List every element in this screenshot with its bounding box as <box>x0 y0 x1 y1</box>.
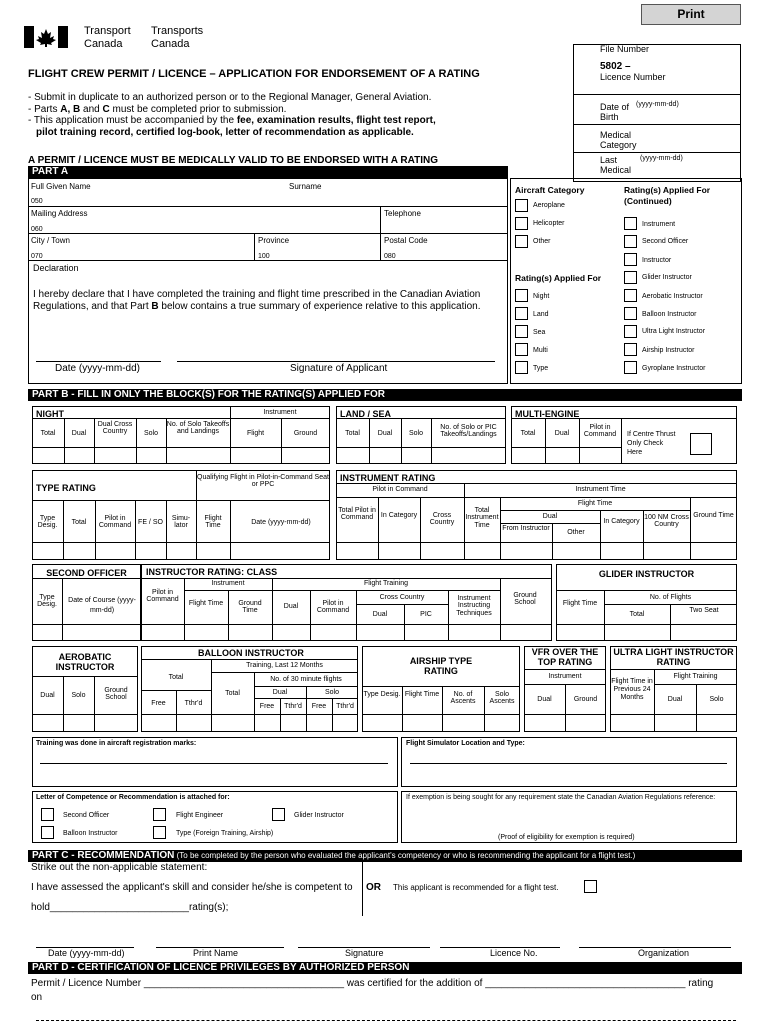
instruction-line: pilot training record, certified log-book, letter of recommendation as applicable. <box>36 126 414 138</box>
checkbox-helicopter[interactable] <box>515 217 528 230</box>
col-header: Total <box>71 519 87 526</box>
canada-flag-icon <box>24 26 68 48</box>
col-header: No. of 30 minute flights <box>270 676 342 683</box>
applicant-signature-label: Signature of Applicant <box>290 363 388 374</box>
checkbox-label: Glider Instructor <box>642 274 692 281</box>
col-header: Solo <box>408 430 423 437</box>
medical-category-label: Medical Category <box>600 130 637 150</box>
text: I hereby declare that I have completed the training and flight time prescribed in the Canadian Aviation Regulations, and that Part <box>33 289 481 312</box>
col-header: Dual Cross Country <box>97 421 133 436</box>
exemption-proof: (Proof of eligibility for exemption is required) <box>498 834 635 841</box>
flight-training-label: Flight Training <box>364 580 408 587</box>
checkbox-airship-instructor[interactable] <box>624 343 637 356</box>
col-header: In Category <box>380 512 418 519</box>
text: below contains a true summary of experience relative to this application. <box>158 301 481 312</box>
last-medical-format: (yyyy-mm-dd) <box>640 155 683 162</box>
col-header: Dual <box>372 611 388 618</box>
dob-label: Date of Birth <box>600 102 630 122</box>
code-060: 060 <box>31 226 43 233</box>
simulator-label: Flight Simulator Location and Type: <box>406 740 525 747</box>
checkbox-sea[interactable] <box>515 325 528 338</box>
cross-country-label: Cross Country <box>379 594 425 601</box>
checkbox-type[interactable] <box>515 361 528 374</box>
night-title: NIGHT <box>36 409 64 419</box>
strike-instruction: Strike out the non-applicable statement: <box>31 862 208 873</box>
col-header: Tthr'd <box>284 703 302 710</box>
centre-thrust-checkbox[interactable] <box>690 433 712 455</box>
checkbox-label: Aeroplane <box>533 202 565 209</box>
letter-label: Letter of Competence or Recommendation is attached for: <box>36 794 230 801</box>
file-number-label: File Number <box>600 44 650 54</box>
col-header: Flight Time <box>562 600 598 607</box>
col-header: Tthr'd <box>184 700 203 707</box>
pic-label: Pilot in Command <box>372 486 428 493</box>
checkbox-second-officer[interactable] <box>624 235 637 248</box>
checkbox-land[interactable] <box>515 307 528 320</box>
checkbox-ultralight-instructor[interactable] <box>624 325 637 338</box>
checkbox-recommended[interactable] <box>584 880 597 893</box>
checkbox-label: Balloon Instructor <box>642 311 697 318</box>
centre-thrust-label: If Centre Thrust Only Check Here <box>627 431 676 456</box>
recommender-name-label: Print Name <box>193 948 239 958</box>
col-header: Ground School <box>104 687 128 702</box>
instrument-time-label: Instrument Time <box>575 486 626 493</box>
text: and <box>80 103 103 115</box>
col-header: Flight <box>246 430 265 437</box>
checkbox-letter-glider-instructor[interactable] <box>272 808 285 821</box>
col-header: Solo <box>709 696 724 703</box>
col-header: Training, Last 12 Months <box>246 662 323 669</box>
aircraft-category-label: Aircraft Category <box>515 185 585 195</box>
checkbox-letter-flight-engineer[interactable] <box>153 808 166 821</box>
col-header: Solo <box>324 689 339 696</box>
hold-rating-line: hold_________________________rating(s); <box>31 902 229 913</box>
vfr-instrument-label: Instrument <box>548 673 582 680</box>
text: B <box>151 301 159 312</box>
text: fee, examination results, flight test report, <box>236 115 436 126</box>
training-marks-label: Training was done in aircraft registration marks: <box>36 740 197 747</box>
col-header: Total <box>520 430 536 437</box>
province-label: Province <box>258 236 290 245</box>
col-header: Tthr'd <box>336 703 354 710</box>
applicant-date-label: Date (yyyy-mm-dd) <box>55 363 141 374</box>
col-header: Solo <box>71 692 86 699</box>
last-medical-label: Last Medical <box>600 155 632 175</box>
mailing-address-label: Mailing Address <box>31 209 88 218</box>
col-header: Total <box>40 430 56 437</box>
text: (To be completed by the person who evaluated the applicant's competency or who is recommending the applicant for a flight test.) <box>174 851 636 860</box>
multi-engine-title: MULTI-ENGINE <box>515 409 580 419</box>
col-header: Dual <box>71 430 87 437</box>
recommender-licence-label: Licence No. <box>490 948 538 958</box>
checkbox-label: Multi <box>533 347 548 354</box>
dept-fr <box>151 25 203 50</box>
col-header: Pilot in Command <box>98 515 132 530</box>
checkbox-label: Aerobatic Instructor <box>642 293 703 300</box>
col-header: Instrument Instructing Techniques <box>456 595 492 617</box>
checkbox-instructor[interactable] <box>624 253 637 266</box>
certification-line: Permit / Licence Number ____________________________________ was certified for the addition of ____________________________________ rating <box>31 978 714 989</box>
col-header: Ground School <box>513 592 537 607</box>
col-header: Date (yyyy-mm-dd) <box>251 519 311 526</box>
col-header: Dual <box>40 692 55 699</box>
dual-label: Dual <box>542 513 558 520</box>
telephone-label: Telephone <box>384 209 421 218</box>
part-c-header <box>28 850 742 862</box>
vfr-title: VFR OVER THE TOP RATING <box>531 647 599 667</box>
text: - This application must be accompanied by the <box>28 115 237 126</box>
checkbox-instrument[interactable] <box>624 217 637 230</box>
second-officer-title: SECOND OFFICER <box>46 568 127 578</box>
ratings-applied-label: Rating(s) Applied For <box>515 273 602 283</box>
type-rating-title: TYPE RATING <box>36 483 96 493</box>
col-header: Dual <box>283 603 299 610</box>
col-header: Total Instrument Time <box>465 507 499 529</box>
col-header: Dual <box>377 430 393 437</box>
recommender-signature-label: Signature <box>345 948 384 958</box>
licence-number-label: Licence Number <box>600 72 666 82</box>
col-header: Ground <box>573 696 598 703</box>
col-header: Dual <box>554 430 570 437</box>
text: - Parts <box>28 103 61 115</box>
checkbox-label: Instructor <box>642 257 672 264</box>
postal-code-label: Postal Code <box>384 236 428 245</box>
checkbox-label: Gyroplane Instructor <box>642 365 706 372</box>
col-header: Flight Training <box>673 673 718 680</box>
land-sea-title: LAND / SEA <box>340 409 392 419</box>
col-header: Free <box>311 703 327 710</box>
col-header: Free <box>151 700 166 707</box>
col-header: Type Desig. <box>363 691 401 698</box>
checkbox-label: Sea <box>533 329 546 336</box>
checkbox-label: Flight Engineer <box>176 812 224 819</box>
part-a-header: PART A <box>28 166 508 178</box>
checkbox-label: Type <box>533 365 549 372</box>
flight-time-label: Flight Time <box>577 500 613 507</box>
code-100: 100 <box>258 253 270 260</box>
instrument-label: Instrument <box>211 580 245 587</box>
balloon-title: BALLOON INSTRUCTOR <box>198 648 304 658</box>
col-header: Free <box>259 703 275 710</box>
checkbox-label: Ultra Light Instructor <box>642 328 706 335</box>
checkbox-letter-type[interactable] <box>153 826 166 839</box>
part-b-header: PART B - FILL IN ONLY THE BLOCK(S) FOR THE RATING(S) APPLIED FOR <box>28 389 742 401</box>
col-header: Ground <box>293 430 318 437</box>
full-given-name-label: Full Given Name <box>31 182 91 191</box>
recommended-statement: This applicant is recommended for a flight test. <box>393 883 559 892</box>
col-header: Other <box>567 529 585 536</box>
col-header: Flight Time <box>188 600 224 607</box>
col-header: In Category <box>603 518 640 525</box>
instructor-rating-title: INSTRUCTOR RATING: CLASS <box>146 567 278 577</box>
col-header: Type Desig. <box>37 515 58 530</box>
col-header: Cross Country <box>429 512 455 527</box>
checkbox-label: Balloon Instructor <box>63 830 118 837</box>
col-header: Flight Time <box>204 515 222 530</box>
text: PART C - RECOMMENDATION <box>32 850 175 861</box>
col-header: Ground Time <box>693 512 734 519</box>
print-button[interactable]: Print <box>641 4 741 25</box>
night-instrument-label: Instrument <box>263 409 297 416</box>
col-header: Pilot in Command <box>583 424 617 439</box>
assessed-statement: I have assessed the applicant's skill and consider he/she is competent to <box>31 882 353 893</box>
ultralight-title: ULTRA LIGHT INSTRUCTOR RATING <box>613 647 734 667</box>
checkbox-label: Second Officer <box>642 238 689 245</box>
dept-en-line2: Canada <box>84 37 123 50</box>
checkbox-label: Land <box>533 311 549 318</box>
recommender-date-label: Date (yyyy-mm-dd) <box>48 948 125 958</box>
qualifying-flight-label: Qualifying Flight in Pilot-in-Command Seat or PPC <box>197 474 329 489</box>
col-header: Date of Course (yyyy-mm-dd) <box>68 597 136 614</box>
ratings-continued-label: Rating(s) Applied For (Continued) <box>624 185 711 206</box>
code-080: 080 <box>384 253 396 260</box>
checkbox-label: Other <box>533 238 551 245</box>
checkbox-gyroplane-instructor[interactable] <box>624 361 637 374</box>
col-header: Total <box>168 674 184 681</box>
declaration-label: Declaration <box>33 263 79 273</box>
instruction-line: - Submit in duplicate to an authorized person or to the Regional Manager, General Aviation. <box>28 92 432 103</box>
medical-notice: A PERMIT / LICENCE MUST BE MEDICALLY VALID TO BE ENDORSED WITH A RATING <box>28 155 439 166</box>
code-050: 050 <box>31 198 43 205</box>
col-header: Solo Ascents <box>489 691 515 706</box>
part-a-box <box>28 178 508 384</box>
checkbox-label: Glider Instructor <box>294 812 344 819</box>
checkbox-glider-instructor[interactable] <box>624 271 637 284</box>
col-header: Solo <box>143 430 158 437</box>
certification-on: on <box>31 992 43 1003</box>
col-header: Dual <box>537 696 552 703</box>
instruction-line <box>28 104 568 116</box>
dob-format: (yyyy-mm-dd) <box>636 101 679 108</box>
checkbox-balloon-instructor[interactable] <box>624 307 637 320</box>
col-header: Two Seat <box>689 607 719 614</box>
part-d-header: PART D - CERTIFICATION OF LICENCE PRIVILEGES BY AUTHORIZED PERSON <box>28 962 742 974</box>
checkbox-aeroplane[interactable] <box>515 199 528 212</box>
checkbox-letter-balloon-instructor[interactable] <box>41 826 54 839</box>
col-header: Flight Time in Previous 24 Months <box>611 678 653 701</box>
checkbox-label: Airship Instructor <box>642 347 695 354</box>
aerobatic-title: AEROBATIC INSTRUCTOR <box>55 652 115 672</box>
checkbox-multi[interactable] <box>515 343 528 356</box>
checkbox-other[interactable] <box>515 235 528 248</box>
col-header: Total Pilot in Command <box>338 507 376 522</box>
col-header: From Instructor <box>502 525 550 532</box>
exemption-label: If exemption is being sought for any requirement state the Canadian Aviation Regulations reference: <box>406 794 716 801</box>
col-header: Type Desig. <box>37 594 57 609</box>
airship-title: AIRSHIP TYPE RATING <box>409 656 473 676</box>
checkbox-letter-second-officer[interactable] <box>41 808 54 821</box>
col-header: Total <box>345 430 360 437</box>
col-header: Flight Time <box>404 691 440 698</box>
dept-en-line1: Transport <box>84 25 131 37</box>
instructions <box>28 92 568 138</box>
checkbox-label: Helicopter <box>533 220 565 227</box>
checkbox-night[interactable] <box>515 289 528 302</box>
checkbox-label: Night <box>533 293 550 300</box>
col-header: No. of Solo or PIC Takeoffs/Landings <box>440 424 497 439</box>
city-label: City / Town <box>31 236 70 245</box>
text: C <box>102 103 110 115</box>
col-header: Pilot in Command <box>316 600 350 615</box>
glider-title: GLIDER INSTRUCTOR <box>598 569 695 579</box>
col-header: 100 NM Cross Country <box>644 514 689 529</box>
recommender-organization-label: Organization <box>638 948 690 958</box>
or-label: OR <box>366 882 381 893</box>
col-header: No. of Flights <box>649 594 692 601</box>
col-header: Ground Time <box>238 600 262 615</box>
text: A, B <box>60 103 81 115</box>
dept-en <box>84 25 131 50</box>
code-070: 070 <box>31 253 43 260</box>
surname-label: Surname <box>289 182 322 191</box>
col-header: Pilot in Command <box>146 589 179 604</box>
col-header: PIC <box>420 611 432 618</box>
dept-fr-line2: Canada <box>151 37 190 50</box>
instrument-rating-title: INSTRUMENT RATING <box>340 473 436 483</box>
col-header: Dual <box>667 696 683 703</box>
col-header: Dual <box>272 689 288 696</box>
checkbox-label: Instrument <box>642 221 676 228</box>
file-number-value[interactable]: 5802 – <box>600 61 631 72</box>
checkbox-aerobatic-instructor[interactable] <box>624 289 637 302</box>
checkbox-label: Type (Foreign Training, Airship) <box>176 830 274 837</box>
instruction-line <box>28 115 568 127</box>
col-header: Simu-lator <box>171 515 191 530</box>
col-header: No. of Ascents <box>450 691 476 706</box>
col-header: Total <box>225 690 240 697</box>
checkbox-label: Second Officer <box>63 812 110 819</box>
declaration-text <box>33 289 498 313</box>
col-header: Total <box>629 611 645 618</box>
form-title: FLIGHT CREW PERMIT / LICENCE – APPLICATION FOR ENDORSEMENT OF A RATING <box>28 68 480 80</box>
col-header: FE / SO <box>138 519 163 526</box>
text: must be completed prior to submission. <box>109 103 287 115</box>
dept-fr-line1: Transports <box>151 25 204 37</box>
col-header: No. of Solo Takeoffs and Landings <box>166 421 230 436</box>
